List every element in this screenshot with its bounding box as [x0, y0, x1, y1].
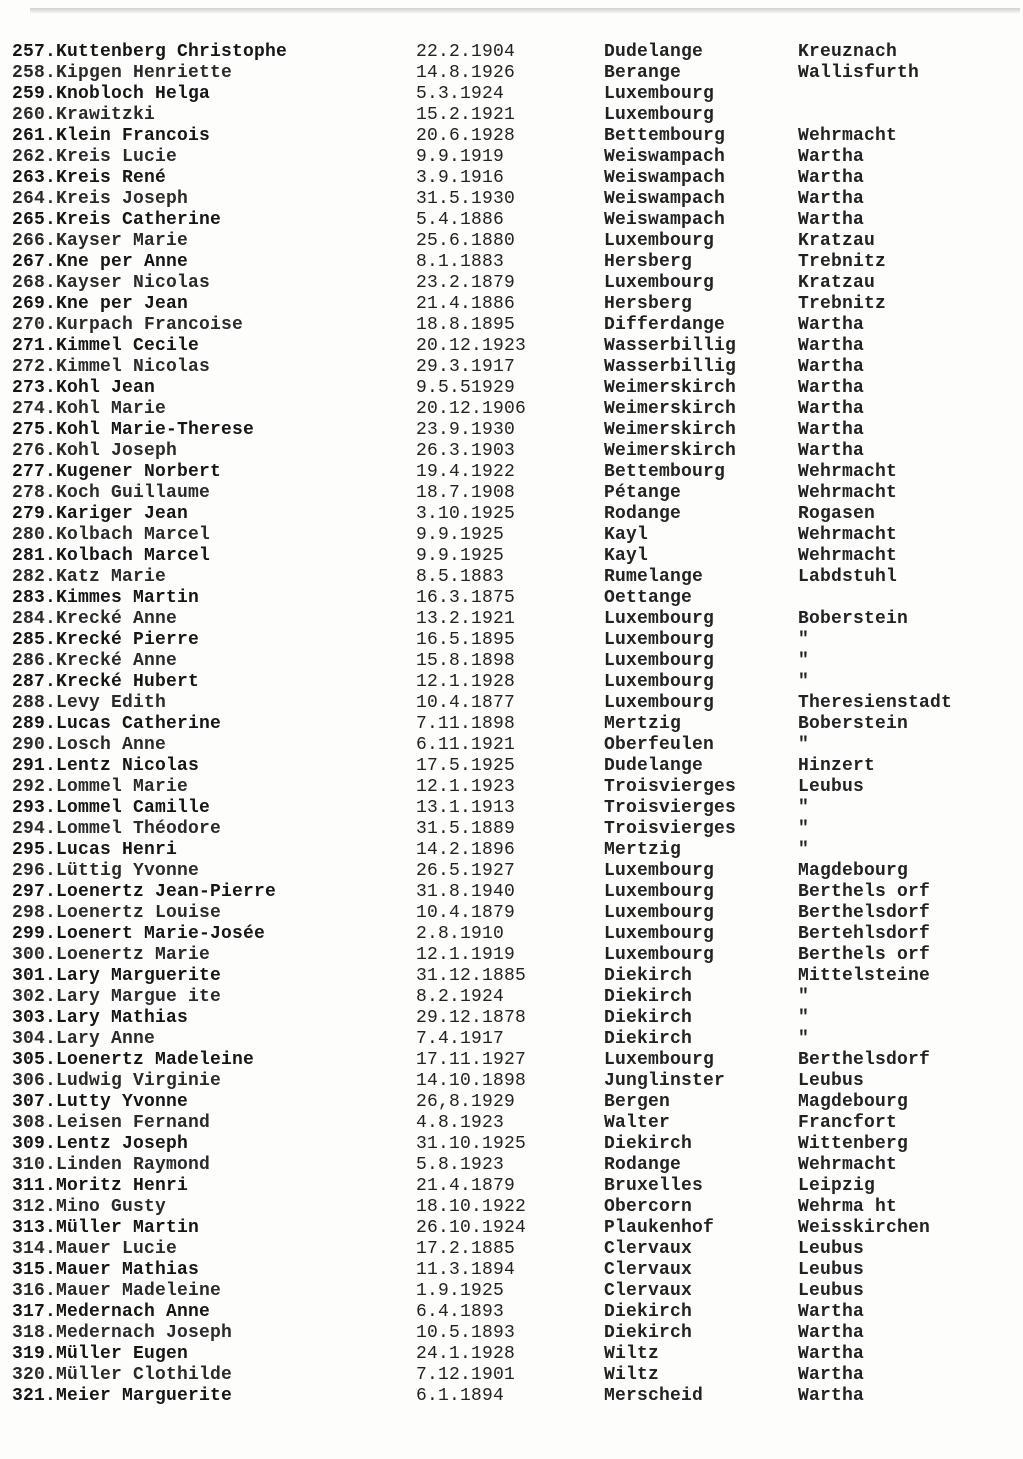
- person-name: 275.Kohl Marie-Therese: [12, 420, 255, 440]
- camp-name: [798, 84, 1018, 105]
- person-name: 293.Lommel Camille: [12, 798, 211, 818]
- person-name: 305.Loenertz Madeleine: [12, 1050, 255, 1070]
- person-name: 320.Müller Clothilde: [12, 1365, 233, 1385]
- camp-name: Kratzau: [798, 231, 876, 251]
- birth-date: 10.4.1877: [416, 693, 516, 713]
- camp-name: Rogasen: [798, 504, 876, 524]
- camp-name: Wartha: [798, 1365, 865, 1385]
- birth-date: 23.9.1930: [416, 420, 516, 440]
- birth-place: Wiltz: [604, 1365, 660, 1385]
- birth-date: 26.10.1924: [416, 1218, 527, 1238]
- birth-place: Mertzig: [604, 840, 682, 860]
- person-name: 286.Krecké Anne: [12, 651, 178, 671]
- camp-name: Wartha: [798, 1344, 865, 1364]
- birth-date: 21.4.1886: [416, 294, 516, 314]
- person-name: 257.Kuttenberg Christophe: [12, 42, 288, 62]
- birth-date: 9.5.51929: [416, 378, 516, 398]
- camp-name: Berthels orf: [798, 882, 931, 902]
- camp-name: Leubus: [798, 1260, 865, 1280]
- camp-name: Wehrmacht: [798, 1155, 898, 1175]
- camp-name: Wartha: [798, 189, 865, 209]
- person-name: 297.Loenertz Jean-Pierre: [12, 882, 277, 902]
- birth-place: Junglinster: [604, 1071, 726, 1091]
- camp-name: Leipzig: [798, 1176, 876, 1196]
- birth-place: Dudelange: [604, 42, 704, 62]
- birth-date: 5.3.1924: [416, 84, 505, 104]
- birth-date: 14.2.1896: [416, 840, 516, 860]
- person-name: 279.Kariger Jean: [12, 504, 189, 524]
- birth-place: Diekirch: [604, 966, 693, 986]
- person-name: 263.Kreis René: [12, 168, 167, 188]
- person-name: 303.Lary Mathias: [12, 1008, 189, 1028]
- camp-name: ": [798, 840, 810, 860]
- birth-place: Mertzig: [604, 714, 682, 734]
- camp-name: Hinzert: [798, 756, 876, 776]
- camp-name: Berthels orf: [798, 945, 931, 965]
- birth-date: 7.11.1898: [416, 714, 516, 734]
- birth-date: 5.8.1923: [416, 1155, 505, 1175]
- person-name: 274.Kohl Marie: [12, 399, 167, 419]
- birth-date: 3.9.1916: [416, 168, 505, 188]
- camp-name: Wallisfurth: [798, 63, 920, 83]
- camp-name: Wehrmacht: [798, 525, 898, 545]
- person-name: 259.Knobloch Helga: [12, 84, 211, 104]
- camp-name: Wehrma ht: [798, 1197, 898, 1217]
- birth-date: 16.5.1895: [416, 630, 516, 650]
- birth-place: Rodange: [604, 504, 682, 524]
- person-name: 312.Mino Gusty: [12, 1197, 167, 1217]
- camp-name: Theresienstadt: [798, 693, 953, 713]
- birth-place: Pétange: [604, 483, 682, 503]
- birth-place: Luxembourg: [604, 630, 715, 650]
- birth-place: Luxembourg: [604, 903, 715, 923]
- birth-place: Bettembourg: [604, 462, 726, 482]
- camp-name: Wehrmacht: [798, 546, 898, 566]
- birth-place: Bettembourg: [604, 126, 726, 146]
- birth-place: Luxembourg: [604, 651, 715, 671]
- person-name: 283.Kimmes Martin: [12, 588, 200, 608]
- camp-name: Leubus: [798, 1071, 865, 1091]
- camp-name: Berthelsdorf: [798, 1050, 931, 1070]
- birth-place: Clervaux: [604, 1239, 693, 1259]
- person-name: 314.Mauer Lucie: [12, 1239, 178, 1259]
- birth-place: Diekirch: [604, 1134, 693, 1154]
- birth-date: 18.8.1895: [416, 315, 516, 335]
- birth-date: 9.9.1925: [416, 525, 505, 545]
- person-name: 270.Kurpach Francoise: [12, 315, 244, 335]
- camp-name: Trebnitz: [798, 294, 887, 314]
- birth-date: 26.5.1927: [416, 861, 516, 881]
- birth-date: 20.6.1928: [416, 126, 516, 146]
- person-name: 294.Lommel Théodore: [12, 819, 222, 839]
- person-name: 310.Linden Raymond: [12, 1155, 211, 1175]
- camp-name: ": [798, 819, 810, 839]
- person-name: 318.Medernach Joseph: [12, 1323, 233, 1343]
- camp-name: Wartha: [798, 1386, 865, 1406]
- person-name: 273.Kohl Jean: [12, 378, 156, 398]
- birth-date: 13.2.1921: [416, 609, 516, 629]
- birth-place: Clervaux: [604, 1260, 693, 1280]
- birth-date: 29.12.1878: [416, 1008, 527, 1028]
- birth-place: Differdange: [604, 315, 726, 335]
- birth-place: Luxembourg: [604, 861, 715, 881]
- camp-name: ": [798, 987, 810, 1007]
- person-name: 285.Krecké Pierre: [12, 630, 200, 650]
- camp-name: Bertehlsdorf: [798, 924, 931, 944]
- person-name: 315.Mauer Mathias: [12, 1260, 200, 1280]
- person-name: 304.Lary Anne: [12, 1029, 156, 1049]
- birth-place: Weimerskirch: [604, 420, 737, 440]
- birth-place: Rodange: [604, 1155, 682, 1175]
- birth-date: 17.2.1885: [416, 1239, 516, 1259]
- birth-place: Luxembourg: [604, 924, 715, 944]
- camp-name: Boberstein: [798, 714, 909, 734]
- camp-name: Mittelsteine: [798, 966, 931, 986]
- birth-date: 2.8.1910: [416, 924, 505, 944]
- birth-place: Kayl: [604, 546, 649, 566]
- camp-name: Wartha: [798, 168, 865, 188]
- camp-name: Wartha: [798, 315, 865, 335]
- birth-place: Luxembourg: [604, 609, 715, 629]
- birth-place: Berange: [604, 63, 682, 83]
- birth-place: Luxembourg: [604, 84, 715, 104]
- camp-name: Kratzau: [798, 273, 876, 293]
- camp-name: ": [798, 630, 810, 650]
- birth-date: 17.11.1927: [416, 1050, 527, 1070]
- camp-name: ": [798, 672, 810, 692]
- birth-place: Diekirch: [604, 1323, 693, 1343]
- person-name: 291.Lentz Nicolas: [12, 756, 200, 776]
- birth-date: 9.9.1925: [416, 546, 505, 566]
- person-name: 260.Krawitzki: [12, 105, 156, 125]
- camp-name: [798, 105, 1018, 126]
- birth-place: Bruxelles: [604, 1176, 704, 1196]
- birth-date: 14.8.1926: [416, 63, 516, 83]
- birth-place: Luxembourg: [604, 882, 715, 902]
- person-name: 280.Kolbach Marcel: [12, 525, 211, 545]
- birth-place: Weimerskirch: [604, 441, 737, 461]
- camp-name: ": [798, 651, 810, 671]
- camp-name: Leubus: [798, 1281, 865, 1301]
- birth-date: 1.9.1925: [416, 1281, 505, 1301]
- person-name: 290.Losch Anne: [12, 735, 167, 755]
- birth-date: 6.4.1893: [416, 1302, 505, 1322]
- birth-date: 6.11.1921: [416, 735, 516, 755]
- birth-place: Weiswampach: [604, 189, 726, 209]
- camp-name: ": [798, 1029, 810, 1049]
- birth-date: 8.2.1924: [416, 987, 505, 1007]
- birth-date: 24.1.1928: [416, 1344, 516, 1364]
- birth-place: Luxembourg: [604, 231, 715, 251]
- camps-column: [798, 42, 1018, 1407]
- camp-name: Wartha: [798, 441, 865, 461]
- birth-date: 26,8.1929: [416, 1092, 516, 1112]
- person-name: 302.Lary Margue ite: [12, 987, 222, 1007]
- birth-place: Weiswampach: [604, 168, 726, 188]
- birth-place: Rumelange: [604, 567, 704, 587]
- person-name: 265.Kreis Catherine: [12, 210, 222, 230]
- birth-place: Weimerskirch: [604, 378, 737, 398]
- birth-place: Diekirch: [604, 1029, 693, 1049]
- person-name: 278.Koch Guillaume: [12, 483, 211, 503]
- birth-date: 17.5.1925: [416, 756, 516, 776]
- birth-date: 12.1.1923: [416, 777, 516, 797]
- birth-date: 3.10.1925: [416, 504, 516, 524]
- person-name: 317.Medernach Anne: [12, 1302, 211, 1322]
- birth-date: 25.6.1880: [416, 231, 516, 251]
- birth-place: Oettange: [604, 588, 693, 608]
- birth-date: 23.2.1879: [416, 273, 516, 293]
- person-name: 307.Lutty Yvonne: [12, 1092, 189, 1112]
- birth-date: 31.10.1925: [416, 1134, 527, 1154]
- birth-date: 18.7.1908: [416, 483, 516, 503]
- camp-name: Wartha: [798, 147, 865, 167]
- person-name: 272.Kimmel Nicolas: [12, 357, 211, 377]
- birth-date: 31.5.1930: [416, 189, 516, 209]
- person-name: 313.Müller Martin: [12, 1218, 200, 1238]
- person-name: 277.Kugener Norbert: [12, 462, 222, 482]
- camp-name: ": [798, 1008, 810, 1028]
- person-name: 276.Kohl Joseph: [12, 441, 178, 461]
- birth-place: Diekirch: [604, 1302, 693, 1322]
- birth-place: Clervaux: [604, 1281, 693, 1301]
- person-name: 287.Krecké Hubert: [12, 672, 200, 692]
- camp-name: Wartha: [798, 210, 865, 230]
- camp-name: Wittenberg: [798, 1134, 909, 1154]
- camp-name: ": [798, 798, 810, 818]
- birth-date: 14.10.1898: [416, 1071, 527, 1091]
- person-name: 269.Kne per Jean: [12, 294, 189, 314]
- person-name: 288.Levy Edith: [12, 693, 167, 713]
- camp-name: Wartha: [798, 336, 865, 356]
- birth-date: 5.4.1886: [416, 210, 505, 230]
- camp-name: Magdebourg: [798, 1092, 909, 1112]
- birth-place: Kayl: [604, 525, 649, 545]
- birth-place: Luxembourg: [604, 945, 715, 965]
- birth-date: 10.4.1879: [416, 903, 516, 923]
- birth-date: 7.12.1901: [416, 1365, 516, 1385]
- person-name: 316.Mauer Madeleine: [12, 1281, 222, 1301]
- camp-name: Leubus: [798, 777, 865, 797]
- camp-name: Wartha: [798, 399, 865, 419]
- birth-place: Troisvierges: [604, 798, 737, 818]
- birth-date: 8.1.1883: [416, 252, 505, 272]
- birth-date: 15.2.1921: [416, 105, 516, 125]
- camp-name: Wartha: [798, 420, 865, 440]
- camp-name: Labdstuhl: [798, 567, 898, 587]
- camp-name: Wartha: [798, 357, 865, 377]
- birth-date: 15.8.1898: [416, 651, 516, 671]
- camp-name: Wartha: [798, 1302, 865, 1322]
- places-column: [604, 42, 804, 1407]
- birth-date: 16.3.1875: [416, 588, 516, 608]
- person-name: 261.Klein Francois: [12, 126, 211, 146]
- camp-name: Kreuznach: [798, 42, 898, 62]
- person-name: 282.Katz Marie: [12, 567, 167, 587]
- person-name: 299.Loenert Marie-Josée: [12, 924, 266, 944]
- birth-place: Weimerskirch: [604, 399, 737, 419]
- birth-place: Oberfeulen: [604, 735, 715, 755]
- birth-place: Hersberg: [604, 252, 693, 272]
- scan-edge: [30, 8, 1020, 14]
- birth-date: 6.1.1894: [416, 1386, 505, 1406]
- birth-date: 26.3.1903: [416, 441, 516, 461]
- birth-place: Merscheid: [604, 1386, 704, 1406]
- camp-name: ": [798, 735, 810, 755]
- person-name: 308.Leisen Fernand: [12, 1113, 211, 1133]
- birth-date: 20.12.1906: [416, 399, 527, 419]
- birth-date: 19.4.1922: [416, 462, 516, 482]
- camp-name: Francfort: [798, 1113, 898, 1133]
- birth-date: 7.4.1917: [416, 1029, 505, 1049]
- birth-place: Hersberg: [604, 294, 693, 314]
- birth-date: 31.12.1885: [416, 966, 527, 986]
- birth-place: Wasserbillig: [604, 336, 737, 356]
- birth-place: Dudelange: [604, 756, 704, 776]
- person-name: 258.Kipgen Henriette: [12, 63, 233, 83]
- person-name: 296.Lüttig Yvonne: [12, 861, 200, 881]
- person-name: 321.Meier Marguerite: [12, 1386, 233, 1406]
- person-name: 271.Kimmel Cecile: [12, 336, 200, 356]
- person-name: 309.Lentz Joseph: [12, 1134, 189, 1154]
- camp-name: Wartha: [798, 1323, 865, 1343]
- person-name: 301.Lary Marguerite: [12, 966, 222, 986]
- birth-place: Diekirch: [604, 1008, 693, 1028]
- birth-date: 21.4.1879: [416, 1176, 516, 1196]
- birth-place: Luxembourg: [604, 273, 715, 293]
- birth-place: Obercorn: [604, 1197, 693, 1217]
- birth-date: 29.3.1917: [416, 357, 516, 377]
- birth-place: Troisvierges: [604, 777, 737, 797]
- birth-place: Diekirch: [604, 987, 693, 1007]
- person-name: 266.Kayser Marie: [12, 231, 189, 251]
- birth-date: 12.1.1928: [416, 672, 516, 692]
- person-name: 300.Loenertz Marie: [12, 945, 211, 965]
- birth-place: Weiswampach: [604, 147, 726, 167]
- birth-date: 18.10.1922: [416, 1197, 527, 1217]
- birth-date: 8.5.1883: [416, 567, 505, 587]
- birth-place: Luxembourg: [604, 672, 715, 692]
- birth-date: 9.9.1919: [416, 147, 505, 167]
- camp-name: [798, 588, 1018, 609]
- dates-column: [416, 42, 596, 1407]
- person-name: 306.Ludwig Virginie: [12, 1071, 222, 1091]
- birth-date: 22.2.1904: [416, 42, 516, 62]
- birth-place: Wiltz: [604, 1344, 660, 1364]
- person-name: 319.Müller Eugen: [12, 1344, 189, 1364]
- person-name: 268.Kayser Nicolas: [12, 273, 211, 293]
- camp-name: Berthelsdorf: [798, 903, 931, 923]
- camp-name: Wehrmacht: [798, 462, 898, 482]
- person-name: 289.Lucas Catherine: [12, 714, 222, 734]
- person-name: 281.Kolbach Marcel: [12, 546, 211, 566]
- person-name: 267.Kne per Anne: [12, 252, 189, 272]
- birth-place: Weiswampach: [604, 210, 726, 230]
- birth-date: 13.1.1913: [416, 798, 516, 818]
- person-name: 264.Kreis Joseph: [12, 189, 189, 209]
- birth-date: 31.5.1889: [416, 819, 516, 839]
- birth-date: 10.5.1893: [416, 1323, 516, 1343]
- camp-name: Leubus: [798, 1239, 865, 1259]
- camp-name: Boberstein: [798, 609, 909, 629]
- birth-place: Walter: [604, 1113, 671, 1133]
- person-name: 292.Lommel Marie: [12, 777, 189, 797]
- birth-date: 12.1.1919: [416, 945, 516, 965]
- camp-name: Weisskirchen: [798, 1218, 931, 1238]
- person-name: 262.Kreis Lucie: [12, 147, 178, 167]
- names-column: [12, 42, 412, 1407]
- camp-name: Magdebourg: [798, 861, 909, 881]
- birth-place: Luxembourg: [604, 105, 715, 125]
- camp-name: Trebnitz: [798, 252, 887, 272]
- camp-name: Wartha: [798, 378, 865, 398]
- person-name: 311.Moritz Henri: [12, 1176, 189, 1196]
- birth-place: Bergen: [604, 1092, 671, 1112]
- birth-date: 20.12.1923: [416, 336, 527, 356]
- birth-place: Plaukenhof: [604, 1218, 715, 1238]
- person-name: 284.Krecké Anne: [12, 609, 178, 629]
- birth-date: 4.8.1923: [416, 1113, 505, 1133]
- birth-place: Wasserbillig: [604, 357, 737, 377]
- person-name: 298.Loenertz Louise: [12, 903, 222, 923]
- birth-place: Luxembourg: [604, 693, 715, 713]
- camp-name: Wehrmacht: [798, 126, 898, 146]
- birth-place: Luxembourg: [604, 1050, 715, 1070]
- birth-date: 11.3.1894: [416, 1260, 516, 1280]
- birth-date: 31.8.1940: [416, 882, 516, 902]
- camp-name: Wehrmacht: [798, 483, 898, 503]
- person-name: 295.Lucas Henri: [12, 840, 178, 860]
- birth-place: Troisvierges: [604, 819, 737, 839]
